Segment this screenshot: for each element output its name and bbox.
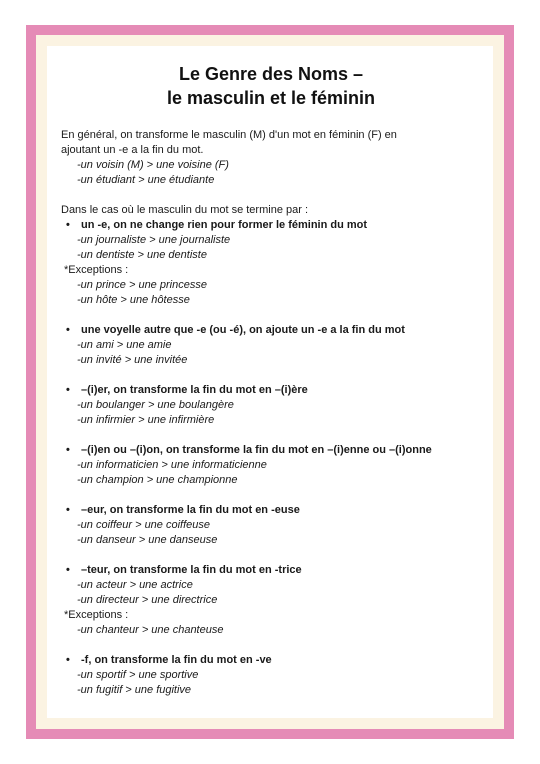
intro-line-2: ajoutant un -e a la fin du mot. xyxy=(61,144,204,156)
rule-heading-text: –(i)er, on transforme la fin du mot en –(i)ère xyxy=(81,384,308,396)
rule-example: -un infirmier > une infirmière xyxy=(77,414,215,426)
rule-example: -un invité > une invitée xyxy=(77,354,188,366)
rule-example: -un directeur > une directrice xyxy=(77,594,218,606)
rule-example: -un journaliste > une journaliste xyxy=(77,234,231,246)
intro-example: -un étudiant > une étudiante xyxy=(77,174,215,186)
rule-example: -un fugitif > une fugitive xyxy=(77,684,192,696)
rule-heading-text: –(i)en ou –(i)on, on transforme la fin du mot en –(i)enne ou –(i)onne xyxy=(81,444,432,456)
intro-example: -un voisin (M) > une voisine (F) xyxy=(77,159,229,171)
rule-heading xyxy=(61,653,481,668)
rule-heading-text: -f, on transforme la fin du mot en -ve xyxy=(81,654,272,666)
rule-heading xyxy=(61,323,481,338)
rule-heading xyxy=(61,503,481,518)
exception-example: -un hôte > une hôtesse xyxy=(77,294,190,306)
rule-example: -un dentiste > une dentiste xyxy=(77,249,207,261)
bullet-icon: • xyxy=(66,324,70,336)
rule-heading xyxy=(61,443,481,458)
rule-example: -un boulanger > une boulangère xyxy=(77,399,234,411)
rule-example: -un informaticien > une informaticienne xyxy=(77,459,267,471)
rule-heading xyxy=(61,218,481,233)
rule-example: -un danseur > une danseuse xyxy=(77,534,218,546)
rule-heading xyxy=(61,563,481,578)
exceptions-label: *Exceptions : xyxy=(64,264,129,276)
intro-line-1: En général, on transforme le masculin (M) d'un mot en féminin (F) en xyxy=(61,129,397,141)
worksheet-content xyxy=(61,62,481,698)
rule-heading-text: une voyelle autre que -e (ou -é), on ajoute un -e a la fin du mot xyxy=(81,324,405,336)
rule-example: -un ami > une amie xyxy=(77,339,172,351)
rule-heading-text: –teur, on transforme la fin du mot en -trice xyxy=(81,564,302,576)
bullet-icon: • xyxy=(66,654,70,666)
bullet-icon: • xyxy=(66,564,70,576)
rule-example: -un champion > une championne xyxy=(77,474,238,486)
lead-text: Dans le cas où le masculin du mot se termine par : xyxy=(61,204,309,216)
rule-heading-text: –eur, on transforme la fin du mot en -euse xyxy=(81,504,300,516)
title-line-2: le masculin et le féminin xyxy=(166,88,376,108)
rule-heading xyxy=(61,383,481,398)
page-title xyxy=(61,62,481,110)
rule-example: -un coiffeur > une coiffeuse xyxy=(77,519,210,531)
bullet-icon: • xyxy=(66,504,70,516)
bullet-icon: • xyxy=(66,384,70,396)
rule-example: -un sportif > une sportive xyxy=(77,669,199,681)
bullet-icon: • xyxy=(66,444,70,456)
title-line-1: Le Genre des Noms – xyxy=(178,64,364,84)
bullet-icon: • xyxy=(66,219,70,231)
rule-example: -un acteur > une actrice xyxy=(77,579,193,591)
exceptions-label: *Exceptions : xyxy=(64,609,129,621)
exception-example: -un chanteur > une chanteuse xyxy=(77,624,224,636)
exception-example: -un prince > une princesse xyxy=(77,279,207,291)
rule-heading-text: un -e, on ne change rien pour former le féminin du mot xyxy=(81,219,368,231)
